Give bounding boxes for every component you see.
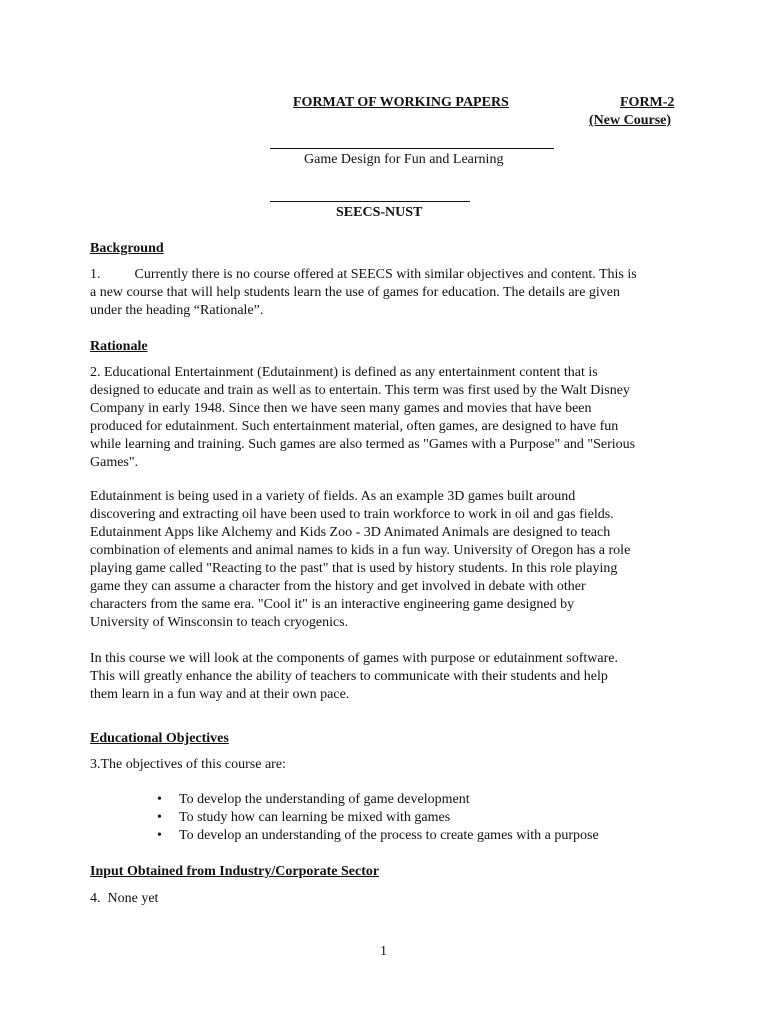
course-name-rule <box>270 148 554 149</box>
input-heading: Input Obtained from Industry/Corporate Sector <box>90 864 380 879</box>
rationale-line: Company in early 1948. Since then we have seen many games and movies that have been <box>90 401 592 416</box>
background-paragraph <box>90 266 690 320</box>
course-name: Game Design for Fun and Learning <box>304 152 504 167</box>
form-label: FORM-2 <box>620 95 675 110</box>
objective-text: To study how can learning be mixed with games <box>179 810 451 825</box>
rationale-line: combination of elements and animal names to kids in a fun way. University of Oregon has a role <box>90 543 631 558</box>
rationale-line: This will greatly enhance the ability of teachers to communicate with their students and help <box>90 669 608 684</box>
form-note: (New Course) <box>589 113 672 128</box>
objective-item <box>157 827 599 845</box>
rationale-line: Games". <box>90 455 139 470</box>
objective-text: To develop the understanding of game development <box>179 792 470 807</box>
rationale-paragraph-1 <box>90 364 690 472</box>
background-line: a new course that will help students learn the use of games for education. The details are given <box>90 285 621 300</box>
input-text: 4. None yet <box>90 891 159 906</box>
rationale-paragraph-3 <box>90 650 690 704</box>
document-title: FORMAT OF WORKING PAPERS <box>293 95 509 110</box>
background-number: 1. <box>90 267 101 282</box>
bullet-icon: • <box>157 810 162 825</box>
background-line-text: Currently there is no course offered at SEECS with similar objectives and content. This is <box>134 267 637 282</box>
objective-item <box>157 791 599 809</box>
objectives-list <box>157 791 599 845</box>
rationale-line: designed to educate and train as well as to entertain. This term was first used by the Walt Disney <box>90 383 630 398</box>
rationale-line: In this course we will look at the components of games with purpose or edutainment software. <box>90 651 618 666</box>
background-line <box>90 266 690 284</box>
rationale-line: characters from the same era. "Cool it" is an interactive engineering game designed by <box>90 597 575 612</box>
rationale-line: University of Winsconsin to teach cryogenics. <box>90 615 349 630</box>
rationale-line: while learning and training. Such games are also termed as "Games with a Purpose" and "Serious <box>90 437 636 452</box>
rationale-line: discovering and extracting oil have been used to train workforce to work in oil and gas fields. <box>90 507 614 522</box>
background-line: under the heading “Rationale”. <box>90 303 264 318</box>
school-rule <box>270 201 470 202</box>
objectives-heading: Educational Objectives <box>90 731 229 746</box>
rationale-line: Edutainment Apps like Alchemy and Kids Zoo - 3D Animated Animals are designed to teach <box>90 525 611 540</box>
rationale-line: them learn in a fun way and at their own pace. <box>90 687 350 702</box>
rationale-paragraph-2 <box>90 488 690 632</box>
rationale-line: game they can assume a character from the history and get involved in debate with other <box>90 579 586 594</box>
rationale-heading: Rationale <box>90 339 148 354</box>
page-number: 1 <box>380 944 387 959</box>
objectives-intro: 3.The objectives of this course are: <box>90 757 286 772</box>
bullet-icon: • <box>157 828 162 843</box>
objective-item <box>157 809 599 827</box>
objective-text: To develop an understanding of the process to create games with a purpose <box>179 828 599 843</box>
bullet-icon: • <box>157 792 162 807</box>
school-name: SEECS-NUST <box>336 205 423 220</box>
background-heading: Background <box>90 241 164 256</box>
rationale-line: produced for edutainment. Such entertainment material, often games, are designed to have fun <box>90 419 619 434</box>
rationale-line: playing game called "Reacting to the past" that is used by history students. In this role playing <box>90 561 618 576</box>
rationale-line: Edutainment is being used in a variety of fields. As an example 3D games built around <box>90 489 576 504</box>
rationale-line: 2. Educational Entertainment (Edutainment) is defined as any entertainment content that is <box>90 365 598 380</box>
